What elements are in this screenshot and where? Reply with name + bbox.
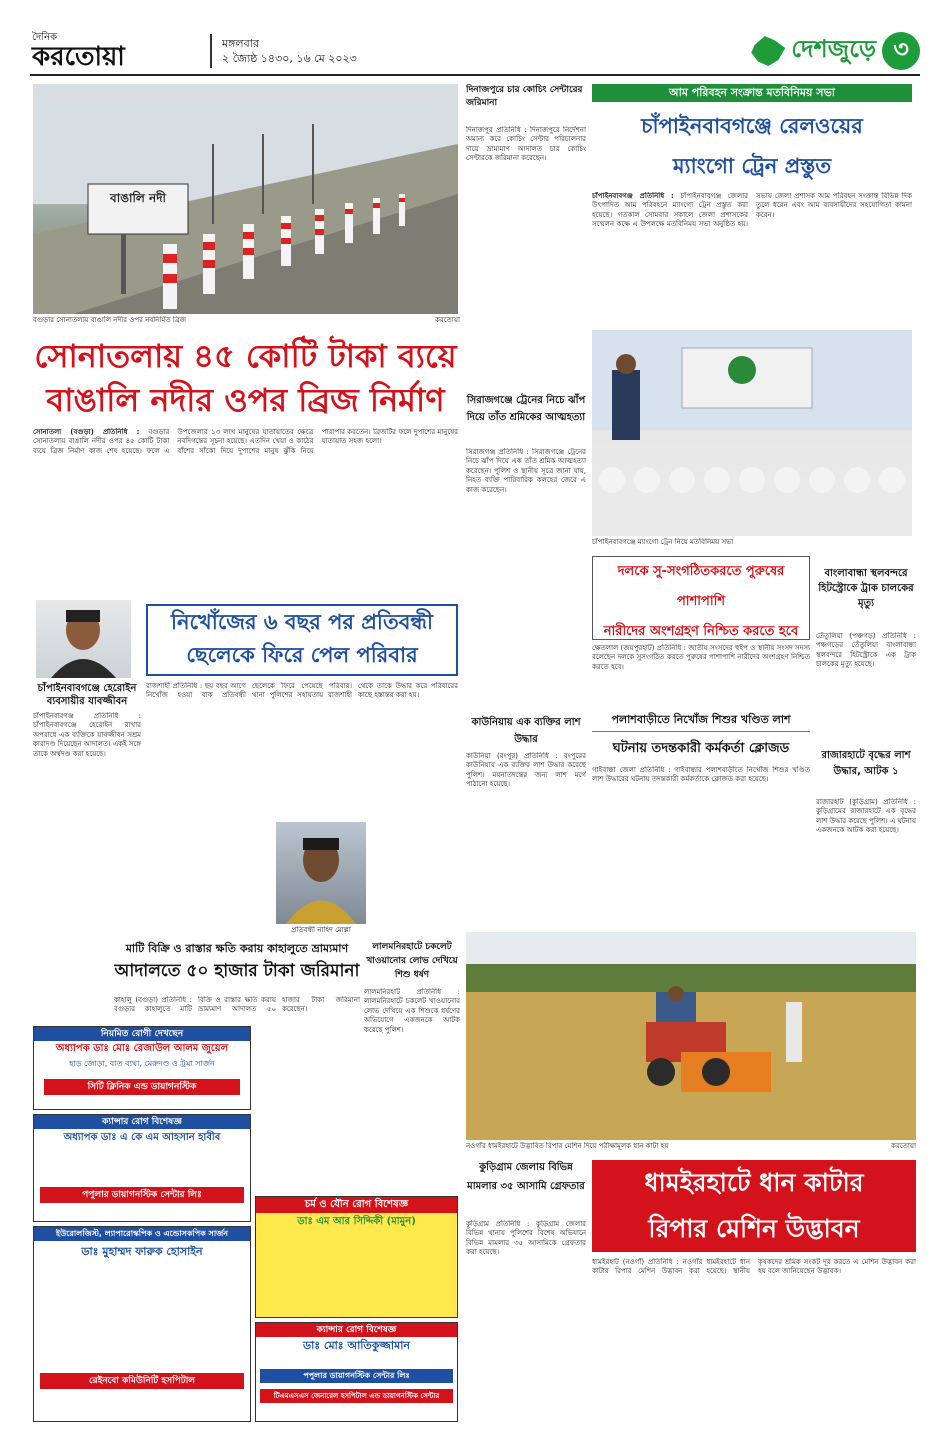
women-headline-line1: দলকে সু-সংগঠিতকরতে পুরুষের পাশাপাশি [617,564,785,609]
person-portrait [36,600,131,678]
child-body: লালমনিরহাট প্রতিনিধি : লালমনিরহাটে চকলেট খাওয়ানোর লোভ দেখিয়ে এক শিশুকে ধর্ষণের অভিযোগে একজনকে আটক করেছে পুলিশ। [364,988,460,1034]
hossain-headline: চাঁপাইনবাবগঞ্জে হেরোইন ব্যবসায়ীর যাবজ্জীবন [37,683,137,707]
date: ২ জ্যৈষ্ঠ ১৪৩০, ১৬ মে ২০২৩ [222,52,357,65]
bridge-headline-line2: বাঙালি নদীর ওপর ব্রিজ নির্মাণ [46,381,445,419]
child-headline: লালমনিরহাটে চকলেট খাওয়ানোর লোভ দেখিয়ে শিশু ধর্ষণ [366,942,458,980]
masthead [30,30,920,76]
ad1-clinic: সিটি ক্লিনিক এন্ড ডায়াগনস্টিক [44,1079,240,1095]
ad3-title: চর্ম ও যৌন রোগ বিশেষজ্ঞ [256,1197,457,1213]
palash-headline-line1: পলাশবাড়ীতে নিখোঁজ শিশুর খণ্ডিত লাশ [592,708,810,732]
meeting-illustration [592,330,912,536]
coaching-body: দিনাজপুর প্রতিনিধি : দিনাজপুরে নির্দেশনা অমান্য করে কোচিং সেন্টার পরিচালনার দায়ে ভ্রাম্যমাণ আদালত চার কোচিং সেন্টারকে জরিমানা করেছেন। [466,126,586,163]
women-headline-box [592,556,810,640]
disabled-boy-photo-caption: প্রতিবন্ধী নাহিদ মোল্লা [291,926,351,934]
bridge-photo-credit: করতোয়া [435,316,460,324]
ad2-title: ক্যান্সার রোগ বিশেষজ্ঞ [34,1115,250,1129]
palash-headline-line2: ঘটনায় তদন্তকারী কর্মকর্তা ক্লোজড [612,741,790,756]
disabled-boy-headline-box [146,604,458,676]
train-headline-line1: চাঁপাইনবাবগঞ্জে রেলওয়ের [641,114,863,138]
bridge-sign-text: বাঙালি নদী [110,191,166,205]
ad2-center: পপুলার ডায়াগনস্টিক সেন্টার লিঃ [40,1187,244,1203]
section-name: দেশজুড়ে [791,35,876,63]
disabled-boy-headline-line1: নিখোঁজের ৬ বছর পর প্রতিবন্ধী [170,610,434,634]
hitstroke-body: তেঁতুলিয়া (পঞ্চগড়) প্রতিনিধি : পঞ্চগড়ের তেঁতুলিয়া বাংলাবান্ধা স্থলবন্দরে হিটস্ট্রোকে এক ট্রাক চালকের মৃত্যু হয়েছে। [816,632,916,669]
soil-headline-line1: মাটি বিক্রি ও রাস্তার ক্ষতি করায় কাহালুতে ভ্রাম্যমাণ [125,942,349,955]
ad5-doctor-name: ডাঃ মোঃ আতিকুজ্জামান [303,1339,410,1352]
bridge-headline-line1: সোনাতলায় ৪৫ কোটি টাকা ব্যয়ে [34,337,457,375]
disabled-boy-body: রাজশাহী প্রতিনিধি : ছয় বছর আগে নিখোঁজ হওয়া বাক প্রতিবন্ধী ছেলেকে ফিরে পেয়েছে পরিবার। থানা পুলিশের সহায়তায় রাজশাহী থেকে তাকে উদ্ধার করে পরিবারের কাছে হস্তান্তর করা হয়। [146,682,458,700]
ad-cancer-2 [255,1322,458,1422]
soil-body: কাহালু (বগুড়া) প্রতিনিধি : বগুড়ার কাহালুতে মাটি বিক্রি ও রাস্তার ক্ষতি করায় ভ্রাম্যমাণ আদালত ৫০ হাজার টাকা জরিমানা করেছেন। [114,996,360,1014]
bridge-byline: সোনাতলা (বগুড়া) প্রতিনিধি : [33,428,140,436]
train-meeting-photo [592,330,912,536]
kaunia-body: কাউনিয়া (রংপুর) প্রতিনিধি : রংপুরের কাউনিয়ায় এক ব্যক্তির লাশ উদ্ধার করেছে পুলিশ। ময়নাতদন্তের জন্য লাশ মর্গে পাঠানো হয়েছে। [466,752,586,789]
ad3-doctor-name: ডাঃ এম আর সিদ্দিকী (মামুন) [297,1216,416,1227]
masthead-divider [210,34,212,68]
harvester-body: ধামইরহাট (নওগাঁ) প্রতিনিধি : নওগাঁর ধামইরহাটে ধান কাটার রিপার মেশিন উদ্ভাবন করা হয়েছে। স্থানীয় কৃষকদের শ্রমিক সংকট দূর করতে এ মেশিন উদ্ভাবন করা হয় বলে জানিয়েছেন উদ্ভাবক। [592,1258,916,1276]
train-headline-line2: ম্যাংগো ট্রেন প্রস্তুত [672,154,832,178]
ad-cancer-1 [33,1114,251,1222]
train-body-text: চাঁপাইনবাবগঞ্জ জেলার উৎপাদিত আম পরিবহনে ম্যাংগো ট্রেন প্রস্তুত করা হয়েছে। গতকাল সোমবার সকালে জেলা প্রশাসকের সম্মেলন কক্ষে এ উপলক্ষে মতবিনিময় সভা অনুষ্ঠিত হয়। সভায় জেলা প্রশাসক আম পরিবহন সংক্রান্ত বিভিন্ন দিক তুলে ধরেন এবং আম ব্যবসায়ীদের সহযোগিতা কামনা করেন। [592,192,912,229]
women-body: ক্ষেতলাল (জয়পুরহাট) প্রতিনিধি : জাতীয় সংসদের হুইপ ও স্থানীয় সংসদ সদস্য বলেছেন দলকে সুসংগঠিত করতে পুরুষের পাশাপাশি নারীদের অংশগ্রহণ নিশ্চিত করতে হবে। [592,644,810,671]
ad-dermatology [255,1196,458,1318]
coaching-headline: দিনাজপুরে চার কোচিং সেন্টারের জরিমানা [466,85,583,108]
bangladesh-map-icon [751,36,785,66]
harvester-photo-caption: নওগাঁর ধামইরহাটে উদ্ভাবিত রিপার মেশিন দিয়ে পরীক্ষামূলক ধান কাটা হয় [466,1142,669,1150]
bridge-article-body [33,428,458,588]
ad5-hospital: টিএমএসএস জেনারেল হসপিটাল এন্ড ডায়াগনস্টিক সেন্টার [260,1389,453,1403]
ad4-title: ইউরোলজিস্ট, ল্যাপারোস্কপিক ও এন্ডোসকপিক সার্জন [34,1227,250,1241]
ad4-hospital: রেইনবো কমিউনিটি হসপিটাল [40,1373,244,1389]
palash-body: গাইবান্ধা জেলা প্রতিনিধি : গাইবান্ধার পলাশবাড়ীতে নিখোঁজ শিশুর খণ্ডিত লাশ উদ্ধারের ঘটনায় তদন্তকারী কর্মকর্তাকে ক্লোজড করা হয়েছে। [592,766,810,784]
disabled-boy-headline-line2: ছেলেকে ফিরে পেল পরিবার [186,643,418,667]
disabled-boy-photo [276,822,366,924]
ad-urology [33,1226,251,1422]
harvester-headline-line1: ধামইরহাটে ধান কাটার [644,1168,864,1197]
women-headline-line2: নারীদের অংশগ্রহণ নিশ্চিত করতে হবে [603,624,799,639]
harvester-headline-line2: রিপার মেশিন উদ্ভাবন [648,1214,860,1243]
ad5-title: ক্যান্সার রোগ বিশেষজ্ঞ [256,1323,457,1337]
harvester-photo-credit: করতোয়া [891,1142,916,1150]
rajarhat-body: রাজারহাট (কুড়িগ্রাম) প্রতিনিধি : কুড়িগ্রামের রাজারহাটে এক বৃদ্ধের লাশ উদ্ধার করেছে পুলিশ। এ ঘটনায় একজনকে আটক করা হয়েছে। [816,798,916,835]
soil-headline-line2: আদালতে ৫০ হাজার টাকা জরিমানা [114,961,360,981]
train-byline: চাঁপাইনবাবগঞ্জ প্রতিনিধি : [592,192,674,200]
train-photo-caption: চাঁপাইনবাবগঞ্জে ম্যাংগো ট্রেন নিয়ে মতবিনিময় সভা [592,538,734,546]
ad1-specialty: হাড় জোড়া, বাত ব্যথা, মেরুদণ্ড ও ট্রমা সার্জন [69,1059,215,1068]
sirajganj-headline: সিরাজগঞ্জে ট্রেনের নিচে ঝাঁপ দিয়ে তাঁত শ্রমিকের আত্মহত্যা [466,395,586,423]
kaunia-headline: কাউনিয়ায় এক ব্যক্তির লাশ উদ্ধার [471,717,581,745]
page-number: ৩ [882,32,920,70]
kurigram-body: কুড়িগ্রাম প্রতিনিধি : কুড়িগ্রাম জেলার বিভিন্ন থানায় পুলিশের বিশেষ অভিযানে বিভিন্ন মামলার ৩৫ আসামিকে গ্রেফতার করা হয়েছে। [466,1220,586,1257]
harvester-headline-box [592,1160,916,1252]
soil-headline [114,940,360,992]
ad1-title: নিয়মিত রোগী দেখছেন [34,1027,250,1041]
boy-portrait [276,822,366,924]
ad1-doctor-name: অধ্যাপক ডাঃ মোঃ রেজাউল আলম জুয়েল [55,1043,229,1054]
ad5-center: পপুলার ডায়াগনস্টিক সেন্টার লিঃ [260,1369,453,1383]
ad-orthopedic [33,1026,251,1110]
train-body [592,192,912,326]
train-headline [592,106,912,188]
logo-small-text: দৈনিক [32,32,58,43]
bridge-body-text: বগুড়ার সোনাতলায় বাঙালি নদীর ওপর ৪৫ কোটি টাকা ব্যয়ে ব্রিজ নির্মাণ কাজ শেষ হয়েছে। ফলে এ উপজেলার ১৩ লাখ মানুষের যাতায়াতের ক্ষেত্রে নবদিগন্তের সূচনা হয়েছে। এতদিন খেয়া ও কাঠের বাঁশের সাঁকো দিয়ে দুপাশের মানুষ ঝুঁকি নিয়ে পারাপার করতেন। ব্রিজটির ফলে দুপাশের মানুষের যাতায়াত সহজ হলো। [33,428,458,455]
rajarhat-headline: রাজারহাটে বৃদ্ধের লাশ উদ্ধার, আটক ১ [821,750,911,777]
bridge-photo [33,84,458,314]
bridge-photo-caption: বগুড়ার সোনাতলায় বাঙালি নদীর ওপর নবনির্মিত ব্রিজ [33,316,187,324]
kurigram-headline: কুড়িগ্রাম জেলায় বিভিন্ন মামলার ৩৫ আসামি গ্রেফতার [467,1162,585,1192]
section-label [751,32,920,70]
portrait-photo [36,600,131,678]
logo-text: করতোয়া [32,42,125,72]
harvester-illustration [466,932,916,1140]
weekday: মঙ্গলবার [222,37,259,50]
hitstroke-headline: বাংলাবান্ধা স্থলবন্দরে হিটস্ট্রোকে ট্রাক চালকের মৃত্যু [818,568,914,609]
train-kicker: আম পরিবহন সংক্রান্ত মতবিনিময় সভা [592,84,912,102]
sirajganj-body: সিরাজগঞ্জ প্রতিনিধি : সিরাজগঞ্জে ট্রেনের নিচে ঝাঁপ দিয়ে এক তাঁত শ্রমিক আত্মহত্যা করেছেন। পুলিশ ও স্থানীয় সূত্রে জানা যায়, নিহত ব্যক্তি পারিবারিক কলহের জেরে এ কাজ করেছেন। [466,448,586,494]
harvester-photo [466,932,916,1140]
newspaper-logo [32,32,125,70]
masthead-date [222,36,357,66]
hossain-body: চাঁপাইনবাবগঞ্জ প্রতিনিধি : চাঁপাইনবাবগঞ্জে হেরোইন রাখার অপরাধে এক ব্যক্তিকে যাবজ্জীবন সশ্রম কারাদণ্ড দিয়েছেন আদালত। একই সঙ্গে তাকে অর্থদণ্ড করা হয়েছে। [33,712,141,758]
ad2-doctor-name: অধ্যাপক ডাঃ এ কে এম আহসান হাবীব [63,1132,221,1143]
ad4-doctor-name: ডাঃ মুহাম্মদ ফারুক হোসাইন [81,1245,203,1258]
